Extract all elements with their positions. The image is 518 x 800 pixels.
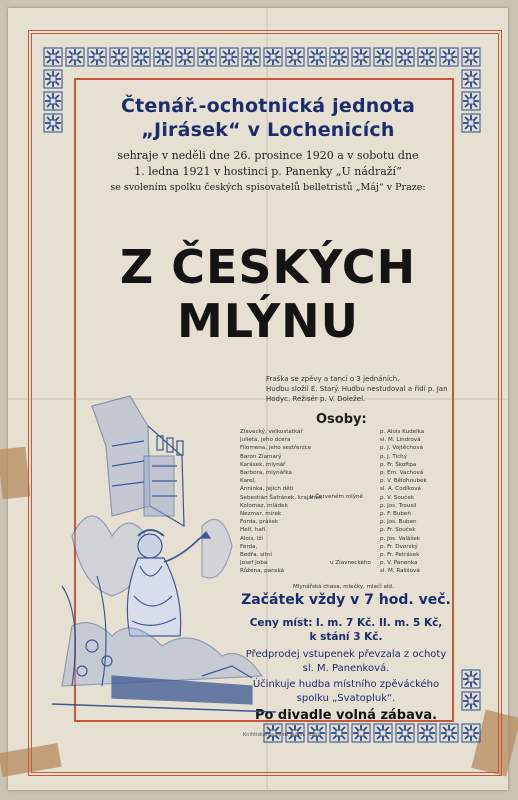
date-line1: sehraje v neděli dne 26. prosince 1920 a v sobotu dne (117, 149, 419, 162)
ornament-tile-icon (439, 47, 459, 67)
cast-actor: p. Fr. Dvorský (380, 543, 418, 550)
cast-note-2: u Zíavneckého (330, 560, 371, 566)
ornament-tile-icon (395, 47, 415, 67)
cast-actor: p. J. Tichý (380, 453, 408, 460)
printer-note: Knihtiskárna Miloš Kubin, Kolín (243, 732, 320, 738)
ornament-tile-icon (65, 47, 85, 67)
ornament-tile-icon (87, 47, 107, 67)
ornament-tile-icon (417, 723, 437, 743)
cast-footer: Mlynářská chasa, mlečky, mlečí aíd. (293, 584, 394, 590)
cast-actor: p. F. Bubeň (380, 511, 411, 518)
cast-actor: p. Alois Kudelka (380, 429, 425, 435)
cast-role: Julieta, jeho dcera (240, 437, 291, 444)
prices-line2: k stání 3 Kč. (309, 631, 383, 643)
play-title-line1: Z ČESKÝCH (119, 240, 417, 294)
subtitle-line3: Hodyc. Režisér p. V. Doležel. (266, 395, 366, 403)
play-title-line2: MLÝNU (176, 294, 360, 348)
ornament-tile-icon (43, 47, 63, 67)
ornament-tile-icon (461, 723, 481, 743)
cast-role: Barbora, mlynářka (240, 470, 292, 477)
ornament-tile-icon (43, 113, 63, 133)
ornament-tile-icon (329, 47, 349, 67)
subtitle-line2: Hudbu složil E. Starý. Hudbu nestudoval a řídí p. Jan (266, 385, 448, 393)
cast-role: Bedřa, sitní (240, 552, 272, 559)
cast-role: Karel, (240, 478, 256, 485)
ornament-tile-icon (153, 47, 173, 67)
ornament-tile-icon (109, 47, 129, 67)
ornament-tile-icon (219, 47, 239, 67)
permission-line: se svolením spolku českých spisovatelů belletristů „Máj“ v Praze: (110, 182, 426, 193)
cast-role: Josef Joba (240, 560, 268, 567)
ornament-tile-icon (197, 47, 217, 67)
ornament-tile-icon (43, 91, 63, 111)
music-line1: Účinkuje hudba místního zpěváckého (252, 679, 440, 690)
cast-actor: p. Fr. Petrásek (380, 552, 420, 559)
cast-heading: Osoby: (316, 412, 367, 427)
presale-line2: sl. M. Panenková. (302, 663, 390, 674)
ornament-tile-icon (461, 669, 481, 689)
ornament-tile-icon (439, 723, 459, 743)
cast-role: Anninka, jejich děti (240, 486, 294, 493)
ornament-band-left (42, 68, 64, 134)
cast-actor: p. V. Panenka (380, 560, 418, 567)
ornament-tile-icon (263, 47, 283, 67)
prices-line1: I. m. 7 Kč. II. m. 5 Kč, (315, 617, 443, 629)
play-subtitle (266, 374, 456, 404)
cast-actor: sl. M. Rališová (380, 568, 420, 575)
cast-role: Karásek, mlynář (240, 461, 286, 468)
ornament-tile-icon (131, 47, 151, 67)
start-time: Začátek vždy v 7 hod. več. (241, 592, 451, 608)
organization-name-line2: „Jirásek“ v Lochenicích (141, 119, 395, 141)
ornament-tile-icon (329, 723, 349, 743)
cast-role: Ferda, (240, 543, 258, 550)
ornament-tile-icon (285, 47, 305, 67)
subtitle-line1: Fraška se zpěvy a tanci o 3 jednáních. (266, 375, 400, 383)
cast-role: Růžena, panská (240, 568, 285, 575)
ornament-band-right (460, 68, 482, 134)
ornament-tile-icon (461, 69, 481, 89)
ornament-tile-icon (373, 723, 393, 743)
presale-line1: Předprodej vstupenek převzala z ochoty (245, 649, 447, 660)
cast-role: Forda, prášek (240, 519, 279, 526)
ornament-tile-icon (307, 47, 327, 67)
cast-role: Helf, hafí (240, 527, 266, 534)
cast-role: Sebestián Šafránek, krajánek (240, 494, 323, 501)
cast-actor: p. Em. Vachová (380, 470, 424, 477)
cast-actor: sl. M. Lindrová (380, 437, 421, 444)
cast-actor: sl. A. Codíková (380, 486, 421, 493)
ornament-tile-icon (351, 723, 371, 743)
ornament-band-right-bottom (460, 668, 482, 722)
muse-illustration (52, 386, 276, 734)
ornament-tile-icon (351, 47, 371, 67)
ornament-tile-icon (43, 69, 63, 89)
cast-actor: p. Fr. Souček (380, 527, 416, 534)
dance-note: Po divadle volná zábava. (254, 708, 438, 723)
cast-actor: p. Fr. Škoftpa (380, 461, 417, 468)
tape-left-top (0, 447, 31, 500)
ornament-tile-icon (461, 47, 481, 67)
cast-role: Zíavecký, velkostatkář (240, 429, 303, 435)
organization-name-line1: Čtenář.-ochotnická jednota (120, 95, 416, 117)
ornament-tile-icon (461, 91, 481, 111)
cast-actor: p. Jos. Buben (380, 519, 417, 526)
ornament-tile-icon (241, 47, 261, 67)
ornament-tile-icon (395, 723, 415, 743)
cast-actor: p. V. Bělohoubek (380, 478, 427, 485)
cast-actor: p. Jos. Valášek (380, 535, 421, 542)
cast-actor: p. Jos. Trousil (380, 502, 417, 509)
cast-actor: p. J. Vojtěchová (380, 445, 424, 452)
cast-actor: p. V. Souček (380, 494, 415, 501)
date-line2: 1. ledna 1921 v hostinci p. Panenky „U nádraží“ (134, 165, 402, 178)
ornament-band-top (42, 46, 482, 68)
header-block (88, 94, 448, 196)
ornament-tile-icon (461, 691, 481, 711)
ornament-tile-icon (373, 47, 393, 67)
poster-paper (8, 8, 508, 790)
ornament-tile-icon (461, 113, 481, 133)
cast-note: v Červeném mlýně (310, 494, 364, 500)
prices-label: Ceny míst: (249, 617, 313, 629)
cast-role: Nezmar, mírek (240, 511, 282, 518)
cast-role: Kolomaz, mládek (240, 502, 288, 509)
cast-role: Alois, lží (240, 535, 263, 542)
ornament-tile-icon (175, 47, 195, 67)
cast-role: Filomena, jeho sestřenice (240, 445, 312, 452)
music-line2: spolku „Svatopluk“. (296, 693, 396, 704)
play-title (96, 240, 440, 348)
ornament-tile-icon (417, 47, 437, 67)
cast-role: Baron Zíamarý (240, 453, 282, 460)
